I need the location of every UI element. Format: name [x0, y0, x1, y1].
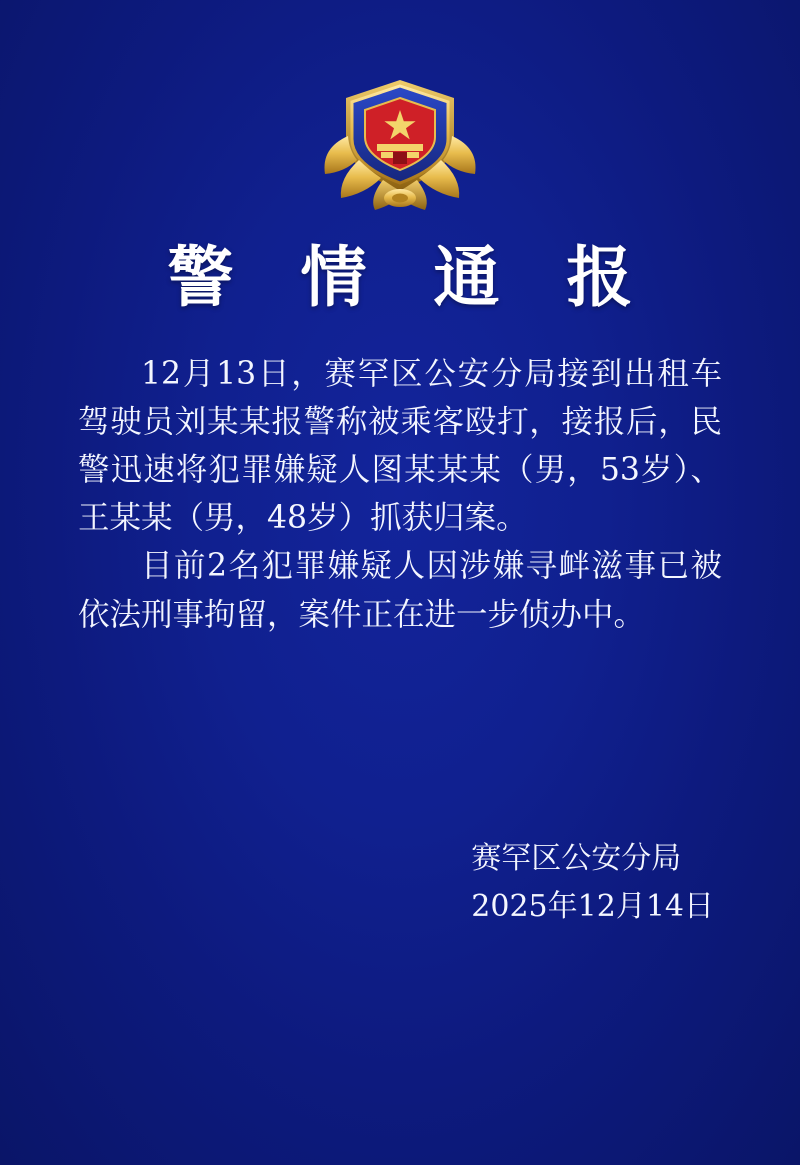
page-title: 警 情 通 报 [167, 238, 655, 316]
signature-date: 2025年12月14日 [471, 889, 714, 925]
notice-paragraph: 目前2名犯罪嫌疑人因涉嫌寻衅滋事已被依法刑事拘留，案件正在进一步侦办中。 [78, 548, 722, 633]
notice-paragraph: 12月13日，赛罕区公安分局接到出租车驾驶员刘某某报警称被乘客殴打，接报后，民警迅速将犯罪嫌疑人图某某某（男，53岁）、王某某（男，48岁）抓获归案。 [78, 355, 722, 537]
china-police-badge-icon [315, 74, 485, 219]
emblem-container [78, 0, 722, 219]
signature-block [471, 835, 714, 932]
notice-body [78, 350, 722, 639]
signature-issuer: 赛罕区公安分局 [471, 840, 682, 876]
